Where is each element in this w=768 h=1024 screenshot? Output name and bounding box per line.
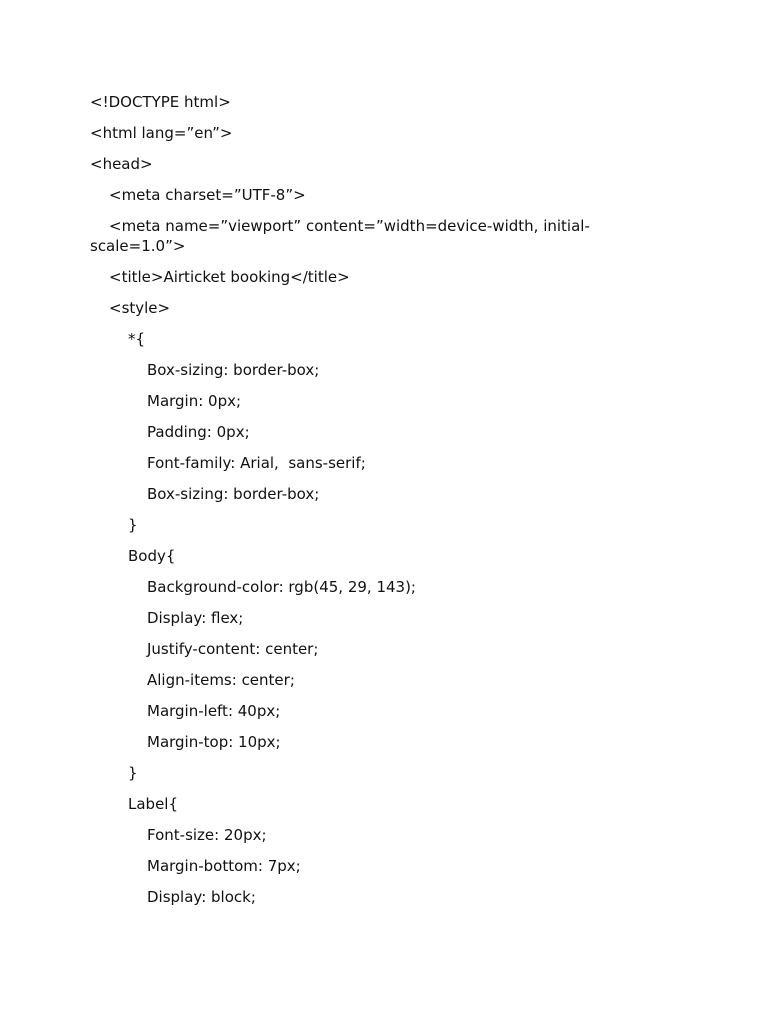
code-line: Align-items: center; — [147, 671, 295, 689]
code-line: Font-family: Arial, sans-serif; — [147, 454, 366, 472]
code-line: } — [128, 516, 138, 534]
code-line: <meta charset=”UTF-8”> — [109, 186, 306, 204]
code-line: Font-size: 20px; — [147, 826, 267, 844]
code-line: Margin-top: 10px; — [147, 733, 281, 751]
code-line: Label{ — [128, 795, 179, 813]
code-line: } — [128, 764, 138, 782]
code-line: *{ — [128, 330, 146, 348]
code-line: Background-color: rgb(45, 29, 143); — [147, 578, 416, 596]
code-line: Margin: 0px; — [147, 392, 242, 410]
code-line: Justify-content: center; — [147, 640, 319, 658]
code-line: Display: flex; — [147, 609, 244, 627]
code-line: <!DOCTYPE html> — [90, 93, 231, 111]
code-line: Margin-left: 40px; — [147, 702, 281, 720]
code-line: <style> — [109, 299, 171, 317]
code-line: Margin-bottom: 7px; — [147, 857, 301, 875]
code-line: Padding: 0px; — [147, 423, 250, 441]
code-text-block — [90, 92, 610, 918]
code-line: Display: block; — [147, 888, 256, 906]
code-line: Box-sizing: border-box; — [147, 361, 320, 379]
code-line: <meta name=”viewport” content=”width=device-width, initial-scale=1.0”> — [90, 217, 590, 255]
code-line: <head> — [90, 155, 153, 173]
code-line: <title>Airticket booking</title> — [109, 268, 350, 286]
code-line: <html lang=”en”> — [90, 124, 233, 142]
code-line: Body{ — [128, 547, 176, 565]
code-line: Box-sizing: border-box; — [147, 485, 320, 503]
